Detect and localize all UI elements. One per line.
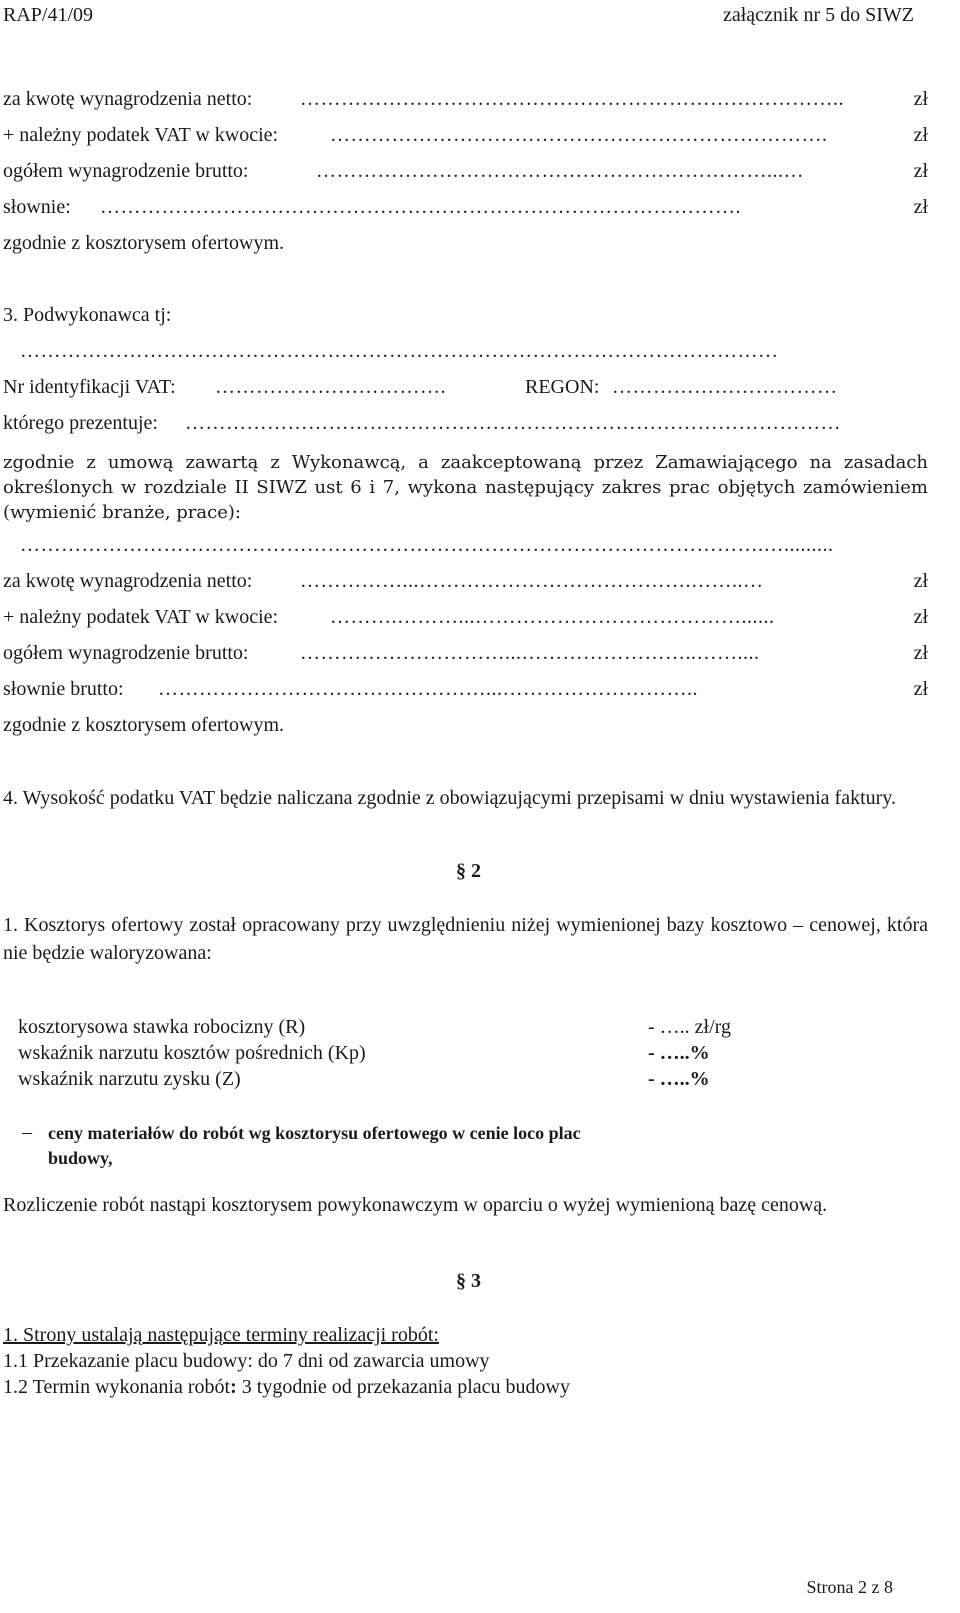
labor-rate-value: - ….. zł/rg	[648, 1016, 731, 1038]
gross-amount-unit: zł	[913, 160, 928, 182]
regon-label: REGON:	[525, 376, 600, 398]
in-words-unit: zł	[913, 196, 928, 218]
completion-term-value: 3 tygodnie od przekazania placu budowy	[236, 1376, 570, 1398]
sub-in-words-field: …………………………………………...………………………..	[158, 678, 698, 700]
sub-gross-amount-label: ogółem wynagrodzenie brutto:	[3, 642, 249, 664]
attachment-label: załącznik nr 5 do SIWZ	[722, 4, 914, 26]
indirect-cost-value: - …..%	[648, 1042, 710, 1064]
materials-price-bullet: ceny materiałów do robót wg kosztorysu ofertowego w cenie loco plac budowy,	[48, 1123, 581, 1168]
representative-label: którego prezentuje:	[3, 412, 158, 434]
completion-term	[3, 1376, 570, 1399]
deadlines-heading: 1. Strony ustalają następujące terminy realizacji robót:	[3, 1324, 439, 1346]
sub-gross-amount-field: …………………………...……………………..……....	[300, 642, 760, 664]
sub-vat-amount-field: ……….………...…………………………………......	[330, 606, 775, 628]
subcontract-scope-paragraph: zgodnie z umową zawartą z Wykonawcą, a zaakceptowaną przez Zamawiającego na zasadach określonych w rozdziale II SIWZ ust 6 i 7, wykona następujący zakres prac objętych zamówieniem (wymienić branże, prace):	[3, 452, 928, 523]
vat-amount-field: ……………………………………………………………….	[330, 124, 828, 146]
subcontractor-name-field: …………………………………………………………………………………………………	[20, 340, 779, 362]
cost-estimate-note: zgodnie z kosztorysem ofertowym.	[3, 232, 285, 254]
vat-amount-unit: zł	[913, 124, 928, 146]
in-words-label: słownie:	[3, 196, 71, 218]
sub-in-words-label: słownie brutto:	[3, 678, 124, 700]
subcontractor-heading: 3. Podwykonawca tj:	[3, 304, 172, 326]
section-3-title: § 3	[456, 1270, 481, 1292]
in-words-field: ………………………………………………………………………………….	[100, 196, 741, 218]
sub-vat-amount-unit: zł	[913, 606, 928, 628]
section-2-title: § 2	[456, 860, 481, 882]
vat-amount-label: + należny podatek VAT w kwocie:	[3, 124, 279, 146]
scope-field: ……………………………………………………………………………………………….….........	[20, 534, 834, 556]
gross-amount-label: ogółem wynagrodzenie brutto:	[3, 160, 249, 182]
page-number: Strona 2 z 8	[806, 1577, 893, 1597]
profit-margin-label: wskaźnik narzutu zysku (Z)	[18, 1068, 241, 1090]
sub-net-amount-field: ……………...………………………………….……..…	[300, 570, 764, 592]
sub-net-amount-label: za kwotę wynagrodzenia netto:	[3, 570, 253, 592]
profit-margin-value: - …..%	[648, 1068, 710, 1090]
vat-id-label: Nr identyfikacji VAT:	[3, 376, 176, 398]
gross-amount-field: …………………………………………………………...…	[316, 160, 804, 182]
completion-term-colon: :	[230, 1376, 237, 1398]
settlement-clause: Rozliczenie robót nastąpi kosztorysem powykonawczym w oparciu o wyżej wymienioną bazę cenową.	[3, 1194, 828, 1216]
cost-basis-paragraph: 1. Kosztorys ofertowy został opracowany przy uwzględnieniu niżej wymienionej bazy kosztowo – cenowej, która nie będzie waloryzowana:	[3, 914, 928, 964]
vat-id-field: …………………………….	[215, 376, 446, 398]
completion-term-label: 1.2 Termin wykonania robót	[3, 1376, 231, 1398]
sub-in-words-unit: zł	[913, 678, 928, 700]
vat-calculation-clause: 4. Wysokość podatku VAT będzie naliczana zgodnie z obowiązującymi przepisami w dniu wystawienia faktury.	[3, 787, 896, 809]
regon-field: ……………………………	[612, 376, 838, 398]
sub-gross-amount-unit: zł	[913, 642, 928, 664]
sub-net-amount-unit: zł	[913, 570, 928, 592]
net-amount-field: ……………………………………………………………………..	[300, 88, 844, 110]
net-amount-unit: zł	[913, 88, 928, 110]
net-amount-label: za kwotę wynagrodzenia netto:	[3, 88, 253, 110]
labor-rate-label: kosztorysowa stawka robocizny (R)	[18, 1016, 306, 1038]
sub-vat-amount-label: + należny podatek VAT w kwocie:	[3, 606, 279, 628]
representative-field: ……………………………………………………………………………………	[185, 412, 841, 434]
document-reference: RAP/41/09	[3, 4, 94, 26]
indirect-cost-label: wskaźnik narzutu kosztów pośrednich (Kp)	[18, 1042, 366, 1064]
bullet-dash: –	[22, 1121, 32, 1143]
sub-cost-estimate-note: zgodnie z kosztorysem ofertowym.	[3, 714, 285, 736]
site-handover-term: 1.1 Przekazanie placu budowy: do 7 dni od zawarcia umowy	[3, 1350, 490, 1372]
